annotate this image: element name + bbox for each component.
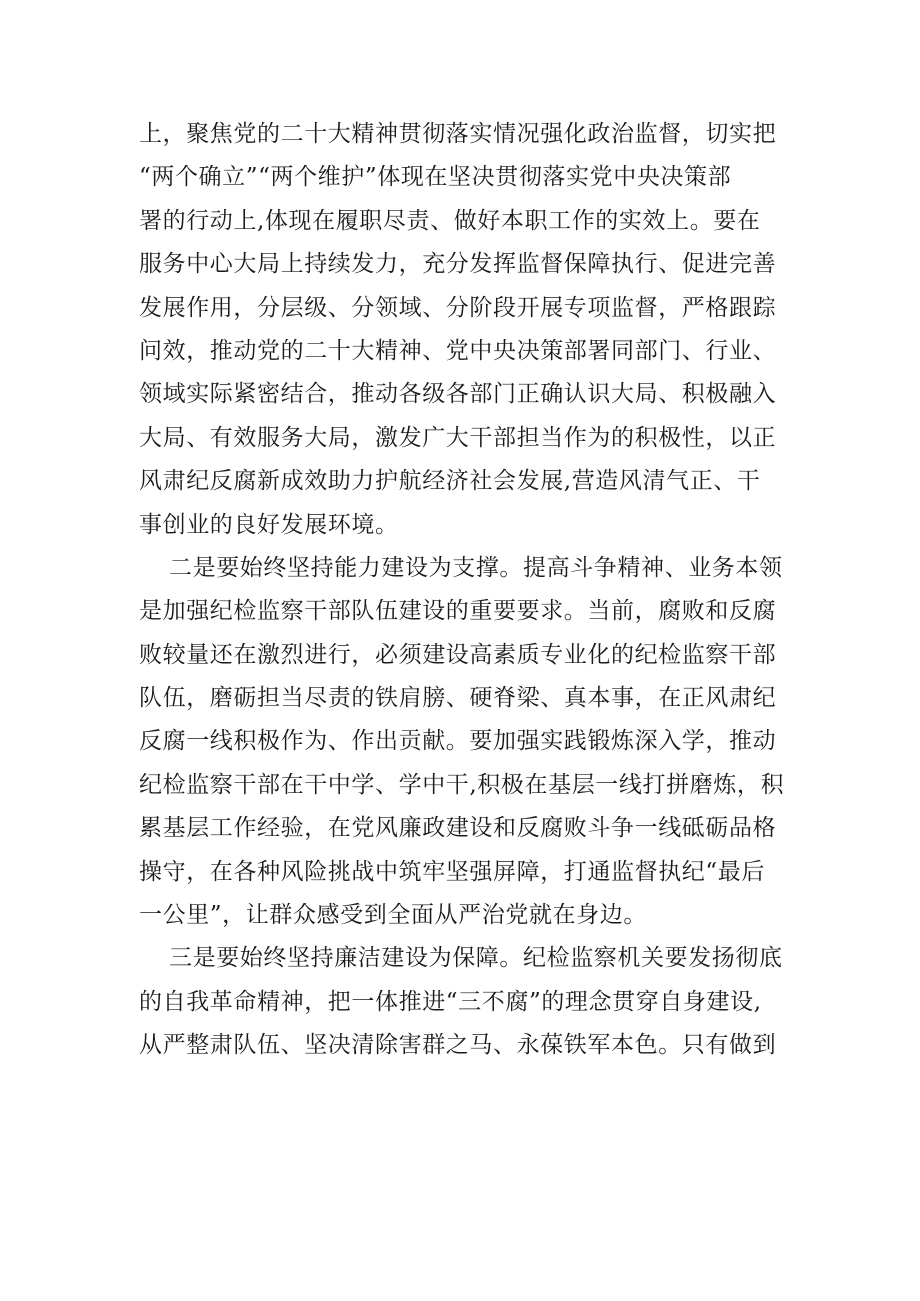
paragraph-start-line: 二是要始终坚持能力建设为支撑。提高斗争精神、业务本领	[169, 554, 783, 581]
text-line: 从严整肃队伍、坚决清除害群之马、永葆铁军本色。只有做到	[139, 1032, 777, 1059]
text-line: 上，聚焦党的二十大精神贯彻落实情况强化政治监督，切实把	[139, 121, 777, 147]
text-line: 风肃纪反腐新成效助力护航经济社会发展,营造风清气正、干	[139, 468, 761, 495]
text-line: 问效，推动党的二十大精神、党中央决策部署同部门、行业、	[139, 337, 777, 364]
text-line: 署的行动上,体现在履职尽责、做好本职工作的实效上。要在	[139, 207, 761, 234]
text-line: 大局、有效服务大局，激发广大干部担当作为的积极性，以正	[139, 424, 777, 451]
text-line: 败较量还在激烈进行，必须建设高素质专业化的纪检监察干部	[139, 641, 777, 668]
text-line: 队伍，磨砺担当尽责的铁肩膀、硬脊梁、真本事，在正风肃纪	[139, 685, 777, 712]
text-line: 服务中心大局上持续发力，充分发挥监督保障执行、促进完善	[139, 251, 777, 278]
text-line: “两个确立”“两个维护”体现在坚决贯彻落实党中央决策部	[139, 164, 732, 191]
text-line: 发展作用，分层级、分领域、分阶段开展专项监督，严格跟踪	[139, 294, 777, 321]
text-line: 领域实际紧密结合，推动各级各部门正确认识大局、积极融入	[139, 381, 777, 408]
text-line: 的自我革命精神，把一体推进“三不腐”的理念贯穿自身建设,	[139, 988, 762, 1015]
text-line: 事创业的良好发展环境。	[139, 511, 399, 538]
paragraph-start-line: 三是要始终坚持廉洁建设为保障。纪检监察机关要发扬彻底	[169, 945, 783, 972]
text-line: 一公里”，让群众感受到全面从严治党就在身边。	[139, 902, 647, 929]
body-text	[139, 113, 799, 1068]
text-line: 反腐一线积极作为、作出贡献。要加强实践锻炼深入学，推动	[139, 728, 777, 755]
text-line: 累基层工作经验，在党风廉政建设和反腐败斗争一线砥砺品格	[139, 815, 777, 842]
text-line: 操守，在各种风险挑战中筑牢坚强屏障，打通监督执纪“最后	[139, 858, 765, 885]
text-line: 纪检监察干部在干中学、学中干,积极在基层一线打拼磨炼，积	[139, 771, 785, 798]
text-line: 是加强纪检监察干部队伍建设的重要要求。当前，腐败和反腐	[139, 598, 777, 625]
